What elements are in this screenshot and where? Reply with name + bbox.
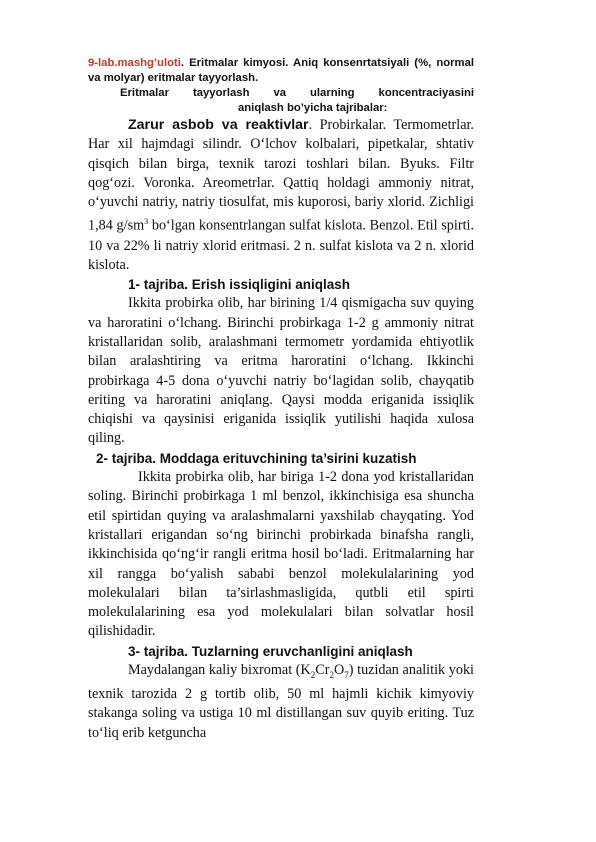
equipment-text-1: . Probirkalar. Termometrlar. Har xil hajmdagi silindr. O‘lchov kolbalari, pipetkalar, shtativ qisqich bilan birga, texnik tarozi toshlari bilan. Byuks. Filtr qog‘ozi. Voronka. Areometrlar. Qattiq holdagi ammoniy nitrat, o‘yuvchi natriy, natriy tiosulfat, mis kuporosi, bariy xlorid. Zichligi 1,84 g/sm xyxy=(88,117,474,235)
document-page xyxy=(88,56,474,743)
equipment-text-2: bo‘lgan konsentrlangan sulfat kislota. Benzol. Etil spirti. 10 va 22% li natriy xlorid eritmasi. 2 n. sulfat kislota va 2 n. xlorid kislota. xyxy=(88,218,474,273)
header-title: . Eritmalar kimyosi. Aniq konsenrtatsiyali (%, normal va molyar) eritmalar tayyorlash. xyxy=(88,57,474,84)
document-header xyxy=(88,56,474,86)
experiment-1-title: 1- tajriba. Erish issiqligini aniqlash xyxy=(128,277,351,293)
equipment-superscript: 3 xyxy=(144,217,149,227)
experiment-3-text-1: Maydalangan kaliy bixromat (K xyxy=(128,662,311,679)
lab-label: 9-lab.mashg’uloti xyxy=(88,57,181,69)
experiment-3-text-2: ) tuzidan analitik yoki texnik tarozida 2 g tortib olib, 50 ml hajmli kichik kimyoviy stakanga soling va ustiga 10 ml distillangan suv quyib eriting. Tuz to‘liq erib ketguncha xyxy=(88,662,474,741)
formula-sub-2: 2 xyxy=(329,669,334,680)
experiment-3-text xyxy=(88,661,474,743)
experiment-2-title: 2- tajriba. Moddaga erituvchining ta’sirini kuzatish xyxy=(96,450,417,466)
experiment-1-text: Ikkita probirka olib, har birining 1/4 qismigacha suv quying va haroratini o‘lchang. Birinchi probirkaga 1-2 g ammoniy nitrat kristallaridan solib, aralashmani termometr yordamida ehtiyotlik bilan aralashtiring va eritma haroratini o‘lchang. Ikkinchi probirkaga 4-5 dona o‘yuvchi natriy bo‘lagidan solib, chayqatib eriting va haroratini aniqlang. Qaysi modda eriganida issiqlik chiqishi va qaysinisi eriganida issiqlik yutilishi haqida xulosa qiling. xyxy=(88,295,474,447)
formula-sub-1: 2 xyxy=(310,669,316,680)
equipment-label: Zarur asbob va reaktivlar xyxy=(128,117,309,133)
subtitle-line-1: Eritmalar tayyorlash va ularning koncentraciyasini xyxy=(120,87,474,99)
equipment-paragraph xyxy=(88,116,474,275)
experiment-2-text: Ikkita probirka olib, har biriga 1-2 dona yod kristallaridan soling. Birinchi probirkaga 1 ml benzol, ikkinchisiga esa shuncha etil spirtidan quying va aralashmalarni yaxshilab chayqating. Yod kristallari erigandan so‘ng birinchi probirkada binafsha rangli, ikkinchisida qo‘ng‘ir rangli eritma hosil bo‘ladi. Eritmalarning har xil rangga bo‘yalish sababi benzol molekulalarining yod molekulalari bilan ta’sirlashmasligida, qutbli etil spirti molekulalarining esa yod molekulalari bilan solvatlar hosil qilishidadir. xyxy=(88,469,474,640)
formula-o: O xyxy=(333,662,345,679)
subtitle-line-2: aniqlash bo’yicha tajribalar: xyxy=(238,102,388,114)
formula-cr: Cr xyxy=(315,662,330,679)
formula-sub-3: 7 xyxy=(344,669,349,680)
experiment-3-title: 3- tajriba. Tuzlarning eruvchanligini aniqlash xyxy=(128,643,413,659)
